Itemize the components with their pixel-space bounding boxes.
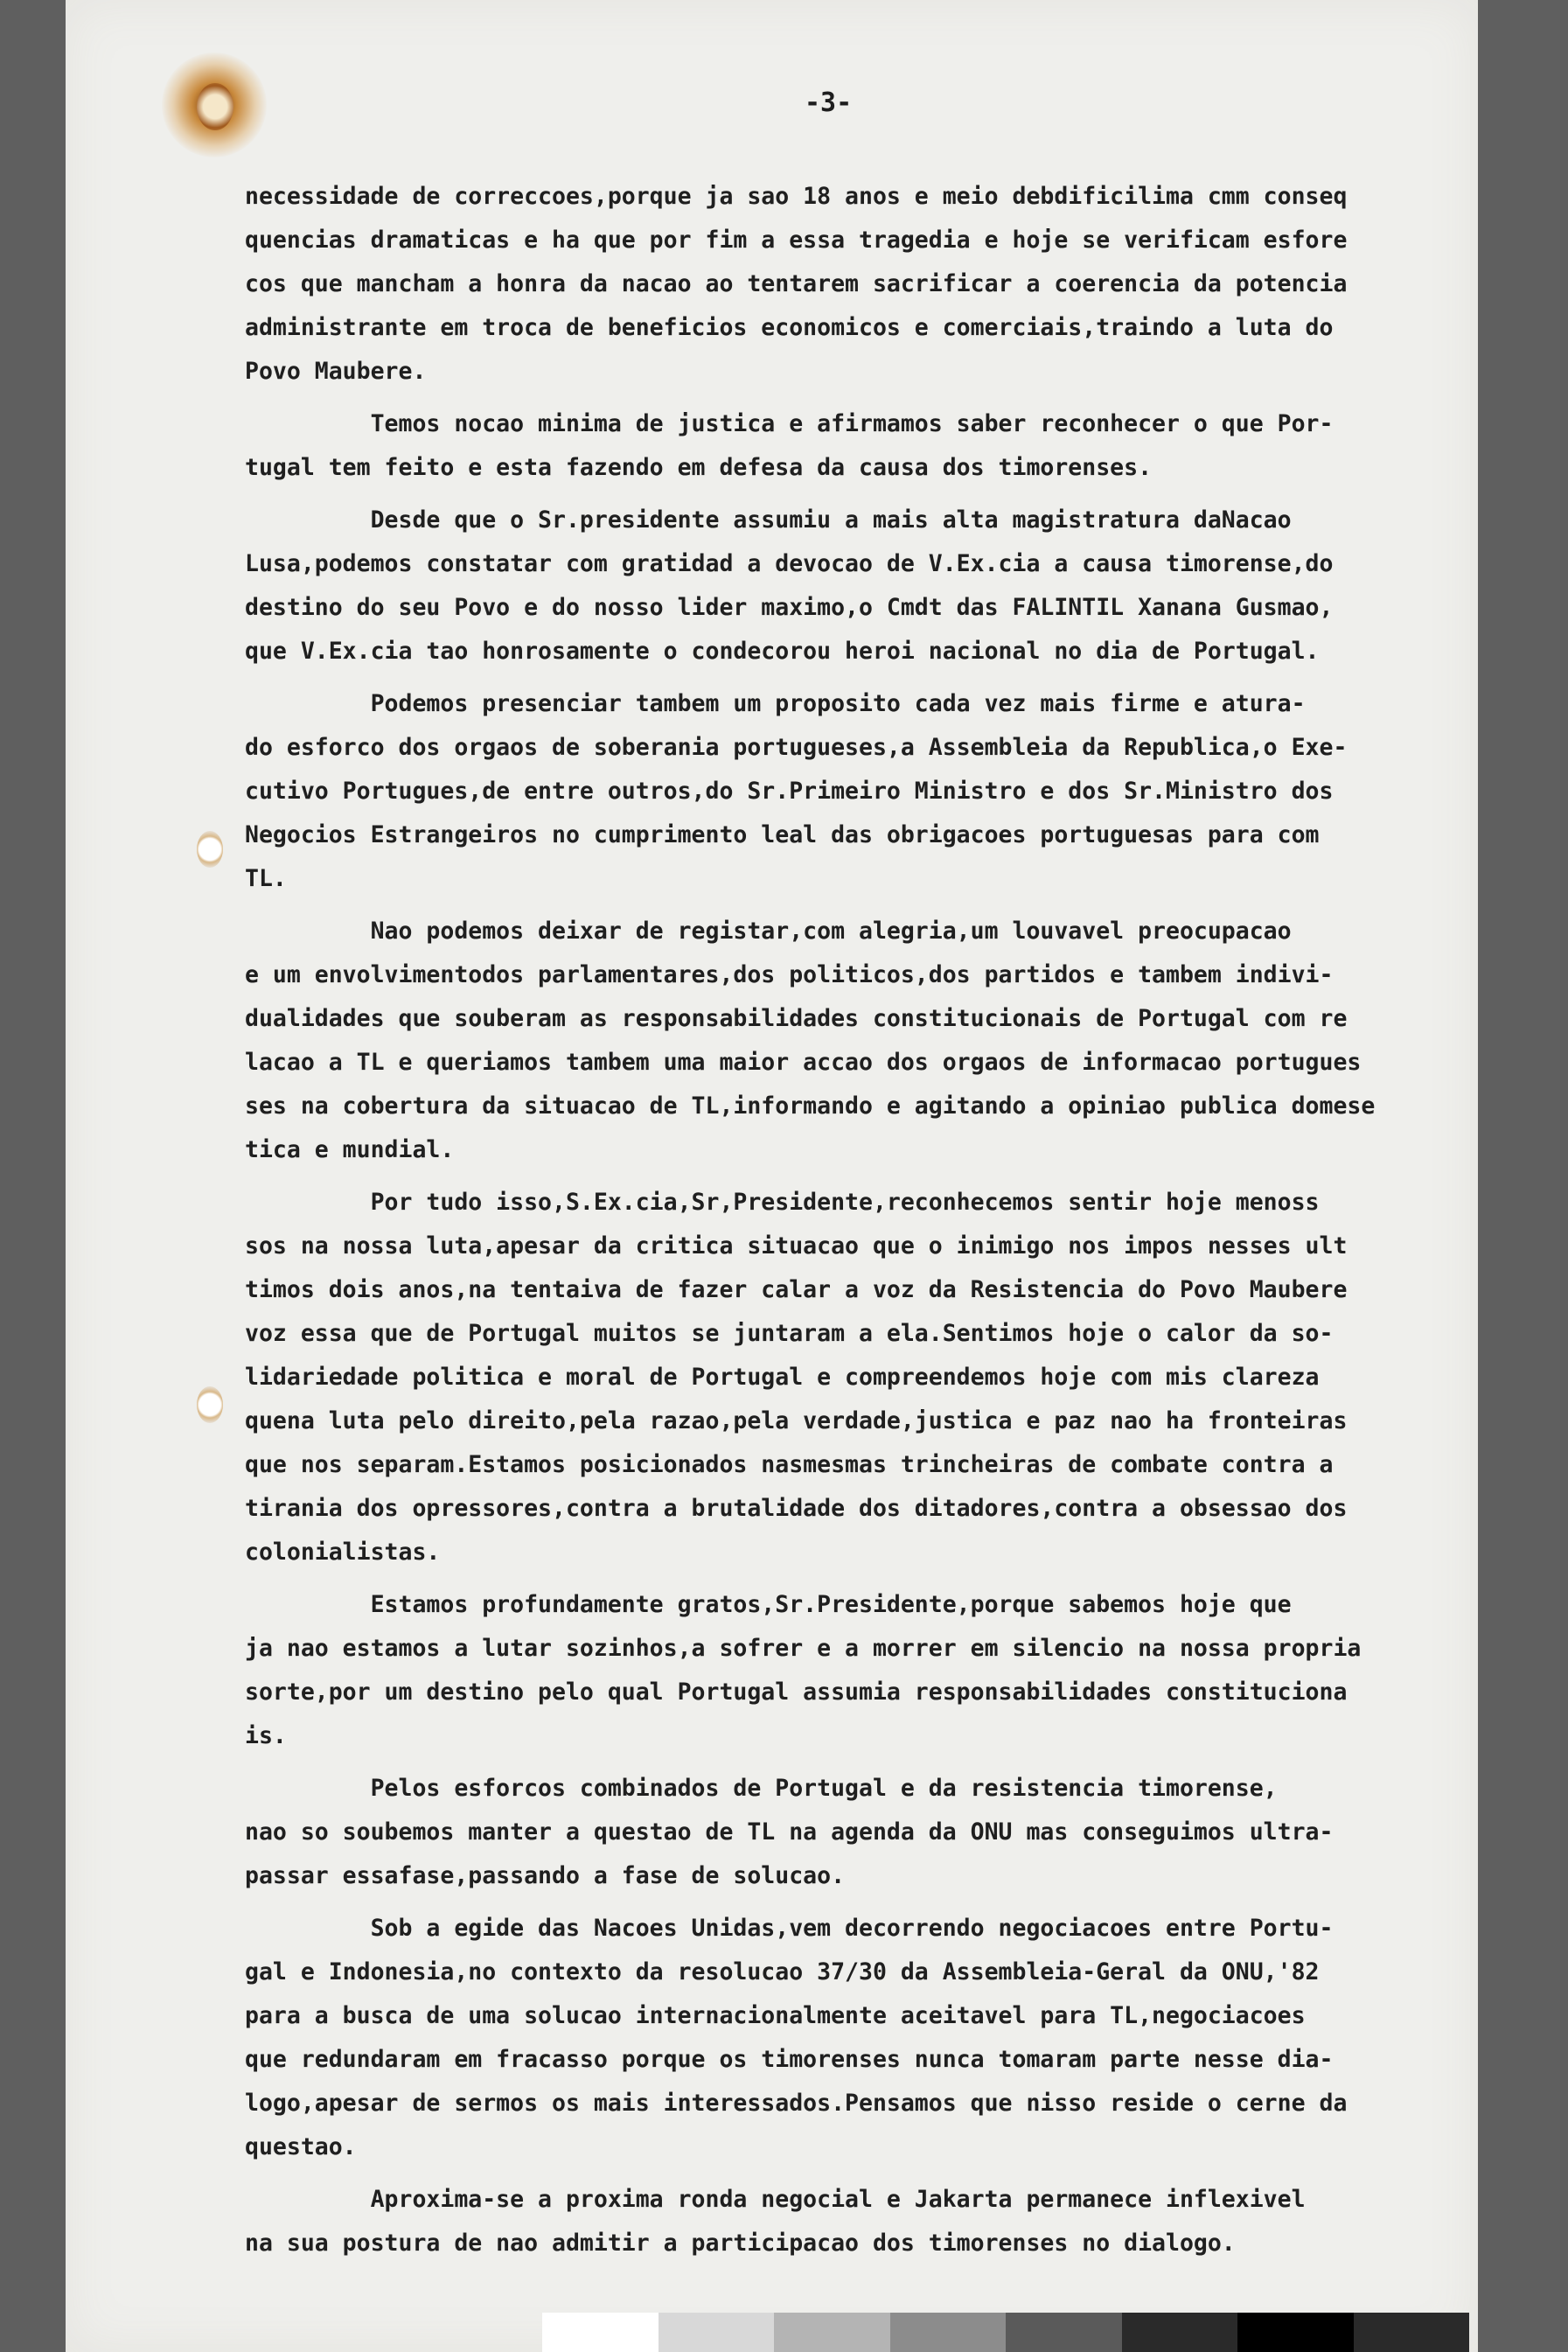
paper-clip-mark [197, 83, 233, 130]
paragraph [245, 175, 1504, 394]
text-line: TL. [245, 865, 287, 892]
text-line: administrante em troca de beneficios economicos e comerciais,traindo a luta do [245, 314, 1334, 341]
text-line: dualidades que souberam as responsabilidades constitucionais de Portugal com re [245, 1005, 1348, 1032]
text-line: questao. [245, 2133, 357, 2160]
scale-swatch [542, 2313, 659, 2352]
document-body [245, 175, 1504, 2265]
text-line: Povo Maubere. [245, 358, 427, 385]
paragraph [245, 1907, 1504, 2169]
text-line: tirania dos opressores,contra a brutalidade dos ditadores,contra a obsessao dos [245, 1495, 1348, 1522]
text-line: que nos separam.Estamos posicionados nasmesmas trincheiras de combate contra a [245, 1451, 1334, 1478]
scale-swatch [659, 2313, 775, 2352]
text-line: para a busca de uma solucao internacionalmente aceitavel para TL,negociacoes [245, 2002, 1306, 2029]
text-line: logo,apesar de sermos os mais interessados.Pensamos que nisso reside o cerne da [245, 2090, 1348, 2117]
paragraph [245, 499, 1504, 673]
scale-swatch [774, 2313, 890, 2352]
text-line: na sua postura de nao admitir a participacao dos timorenses no dialogo. [245, 2230, 1236, 2257]
text-line: cos que mancham a honra da nacao ao tentarem sacrificar a coerencia da potencia [245, 270, 1348, 297]
punch-hole [197, 831, 223, 868]
text-line: sos na nossa luta,apesar da critica situacao que o inimigo nos impos nesses ult [245, 1232, 1348, 1260]
text-line: destino do seu Povo e do nosso lider maximo,o Cmdt das FALINTIL Xanana Gusmao, [245, 594, 1334, 621]
text-line: lidariedade politica e moral de Portugal e compreendemos hoje com mis clareza [245, 1364, 1320, 1391]
text-line: colonialistas. [245, 1539, 441, 1566]
text-line: Temos nocao minima de justica e afirmamos saber reconhecer o que Por- [245, 410, 1334, 437]
text-line: e um envolvimentodos parlamentares,dos politicos,dos partidos e tambem indivi- [245, 961, 1334, 988]
text-line: tugal tem feito e esta fazendo em defesa da causa dos timorenses. [245, 454, 1153, 481]
paragraph [245, 1583, 1504, 1758]
scale-swatch [1237, 2313, 1354, 2352]
text-line: quena luta pelo direito,pela razao,pela verdade,justica e paz nao ha fronteiras [245, 1407, 1348, 1434]
text-line: gal e Indonesia,no contexto da resolucao 37/30 da Assembleia-Geral da ONU,'82 [245, 1958, 1320, 1986]
scale-swatch [1006, 2313, 1122, 2352]
text-line: Negocios Estrangeiros no cumprimento leal das obrigacoes portuguesas para com [245, 821, 1320, 848]
paragraph [245, 910, 1504, 1172]
text-line: cutivo Portugues,de entre outros,do Sr.Primeiro Ministro e dos Sr.Ministro dos [245, 778, 1334, 805]
scale-swatch [1354, 2313, 1470, 2352]
text-line: Desde que o Sr.presidente assumiu a mais alta magistratura daNacao [245, 506, 1292, 534]
text-line: sorte,por um destino pelo qual Portugal assumia responsabilidades constituciona [245, 1679, 1348, 1706]
scale-swatch [1122, 2313, 1238, 2352]
text-line: necessidade de correccoes,porque ja sao 18 anos e meio debdificilima cmm conseq [245, 183, 1348, 210]
text-line: tica e mundial. [245, 1136, 455, 1163]
text-line: que redundaram em fracasso porque os timorenses nunca tomaram parte nesse dia- [245, 2046, 1334, 2073]
text-line: lacao a TL e queriamos tambem uma maior accao dos orgaos de informacao portugues [245, 1049, 1362, 1076]
text-line: Por tudo isso,S.Ex.cia,Sr,Presidente,reconhecemos sentir hoje menoss [245, 1189, 1320, 1216]
text-line: passar essafase,passando a fase de solucao. [245, 1862, 846, 1889]
page-number: -3- [805, 87, 853, 118]
text-line: ses na cobertura da situacao de TL,informando e agitando a opiniao publica domese [245, 1092, 1376, 1120]
text-line: Sob a egide das Nacoes Unidas,vem decorrendo negociacoes entre Portu- [245, 1915, 1334, 1942]
text-line: is. [245, 1722, 287, 1749]
text-line: nao so soubemos manter a questao de TL na agenda da ONU mas conseguimos ultra- [245, 1818, 1334, 1846]
scale-swatch [890, 2313, 1007, 2352]
paragraph [245, 2178, 1504, 2265]
text-line: do esforco dos orgaos de soberania portugueses,a Assembleia da Republica,o Exe- [245, 734, 1348, 761]
paragraph [245, 402, 1504, 490]
text-line: Podemos presenciar tambem um proposito cada vez mais firme e atura- [245, 690, 1306, 717]
text-line: timos dois anos,na tentaiva de fazer calar a voz da Resistencia do Povo Maubere [245, 1276, 1348, 1303]
text-line: Aproxima-se a proxima ronda negocial e Jakarta permanece inflexivel [245, 2186, 1306, 2213]
text-line: quencias dramaticas e ha que por fim a essa tragedia e hoje se verificam esfore [245, 227, 1348, 254]
color-scale-bar [542, 2313, 1469, 2352]
text-line: voz essa que de Portugal muitos se juntaram a ela.Sentimos hoje o calor da so- [245, 1320, 1334, 1347]
paragraph [245, 1767, 1504, 1898]
paragraph [245, 682, 1504, 901]
text-line: Lusa,podemos constatar com gratidad a devocao de V.Ex.cia a causa timorense,do [245, 550, 1334, 577]
text-line: Nao podemos deixar de registar,com alegria,um louvavel preocupacao [245, 918, 1292, 945]
text-line: que V.Ex.cia tao honrosamente o condecorou heroi nacional no dia de Portugal. [245, 638, 1320, 665]
punch-hole [197, 1386, 223, 1423]
paragraph [245, 1181, 1504, 1574]
text-line: Pelos esforcos combinados de Portugal e da resistencia timorense, [245, 1775, 1278, 1802]
text-line: Estamos profundamente gratos,Sr.Presidente,porque sabemos hoje que [245, 1591, 1292, 1618]
text-line: ja nao estamos a lutar sozinhos,a sofrer e a morrer em silencio na nossa propria [245, 1635, 1362, 1662]
